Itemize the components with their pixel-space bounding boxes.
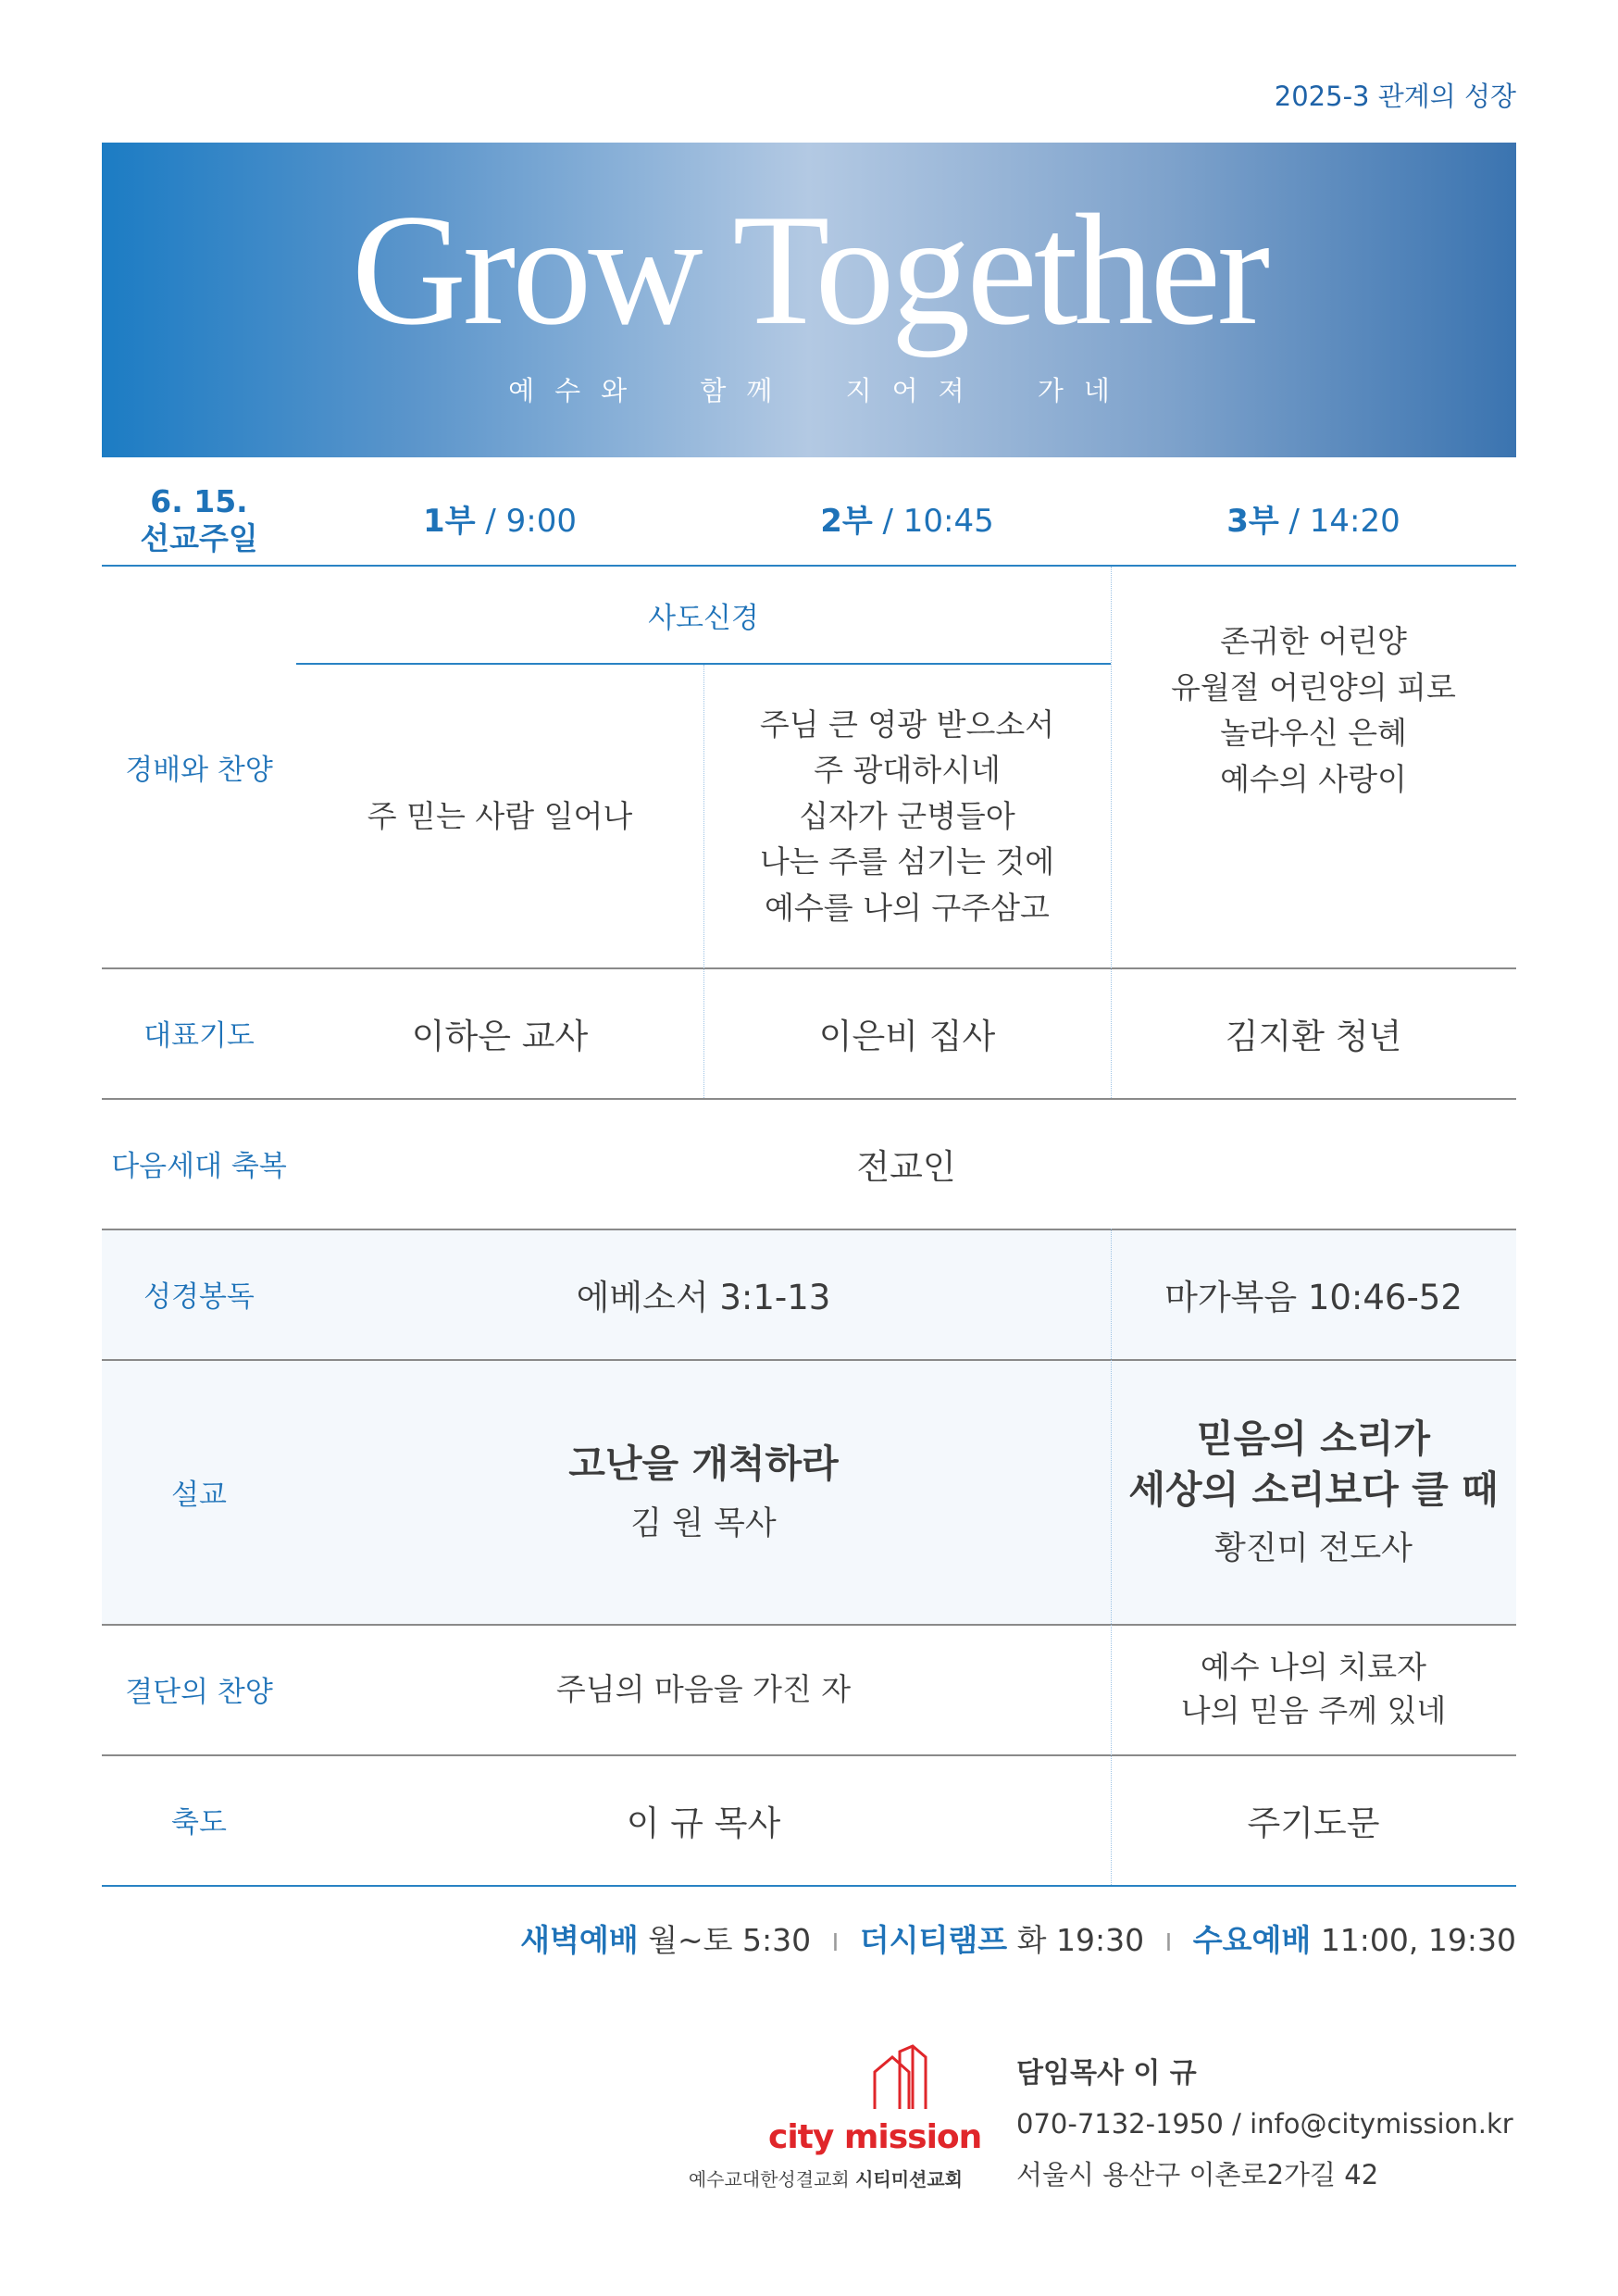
sermon-title: 세상의 소리보다 클 때	[1128, 1467, 1499, 1512]
address: 서울시 용산구 이촌로2가길 42	[1016, 2159, 1379, 2190]
date-text: 6. 15.	[150, 483, 248, 520]
prayer-3: 김지환 청년	[1225, 1016, 1402, 1056]
service-1-header: 1부 / 9:00	[423, 502, 577, 540]
worship-songs-1: 주 믿는 사람 일어나	[367, 797, 633, 834]
sermon-3	[1111, 1359, 1516, 1624]
prayer-2: 이은비 집사	[818, 1016, 996, 1056]
sermon-speaker: 황진미 전도사	[1214, 1530, 1413, 1568]
row-label-sermon: 설교	[171, 1478, 227, 1512]
table-bottom-rule	[102, 1885, 1516, 1887]
building-icon	[872, 2044, 933, 2111]
service-date	[102, 476, 296, 565]
blessing-all: 전교인	[856, 1146, 956, 1187]
worship-songs-3: 존귀한 어린양 유월절 어린양의 피로 놀라우신 은혜 예수의 사랑이	[1171, 623, 1456, 797]
reading-1-2: 에베소서 3:1-13	[576, 1277, 831, 1317]
row-label-response: 결단의 찬양	[125, 1676, 273, 1709]
sermon-title: 고난을 개척하라	[568, 1441, 839, 1487]
row-label-blessing: 다음세대 축복	[111, 1150, 287, 1183]
contact-info	[1016, 2048, 1513, 2201]
sermon-1-2	[296, 1359, 1111, 1624]
logo-wordmark: city mission	[768, 2118, 982, 2156]
worship-songs-2: 주님 큰 영광 받으소서 주 광대하시네 십자가 군병들아 나는 주를 섬기는 것에 예수를 나의 구주삼고	[759, 705, 1055, 926]
service-3-header: 3부 / 14:20	[1226, 502, 1400, 540]
row-label-benediction: 축도	[171, 1806, 227, 1840]
banner-subtitle: 예수와 함께 지어져 가네	[508, 375, 1130, 406]
series-label: 2025-3 관계의 성장	[1274, 81, 1516, 112]
prayer-1: 이하은 교사	[411, 1016, 589, 1056]
response-3: 예수 나의 치료자 나의 믿음 주께 있네	[1180, 1649, 1447, 1728]
church-name: 예수교대한성결교회 시티미션교회	[688, 2168, 963, 2190]
title-banner	[102, 143, 1516, 457]
senior-pastor: 담임목사 이 규	[1016, 2057, 1197, 2090]
row-label-prayer: 대표기도	[143, 1019, 255, 1053]
response-1-2: 주님의 마음을 가진 자	[555, 1670, 852, 1707]
order-of-service-table	[102, 457, 1516, 1892]
row-label-worship: 경배와 찬양	[125, 754, 273, 787]
church-logo	[666, 2037, 982, 2190]
sermon-title: 믿음의 소리가	[1197, 1416, 1430, 1461]
weekly-services: 새벽예배 월~토 5:30 I 더시티램프 화 19:30 I 수요예배 11:00, 19:30	[520, 1922, 1516, 1958]
phone-email: 070-7132-1950 / info@citymission.kr	[1016, 2108, 1513, 2140]
row-label-reading: 성경봉독	[143, 1280, 255, 1314]
benediction-1-2: 이 규 목사	[626, 1803, 781, 1843]
sermon-speaker: 김 원 목사	[630, 1504, 777, 1542]
benediction-3: 주기도문	[1247, 1803, 1380, 1843]
occasion-text: 선교주일	[140, 520, 258, 556]
reading-3: 마가복음 10:46-52	[1164, 1277, 1462, 1317]
apostles-creed: 사도신경	[648, 601, 759, 635]
service-2-header: 2부 / 10:45	[820, 502, 994, 540]
banner-title: Grow Together	[351, 182, 1267, 358]
